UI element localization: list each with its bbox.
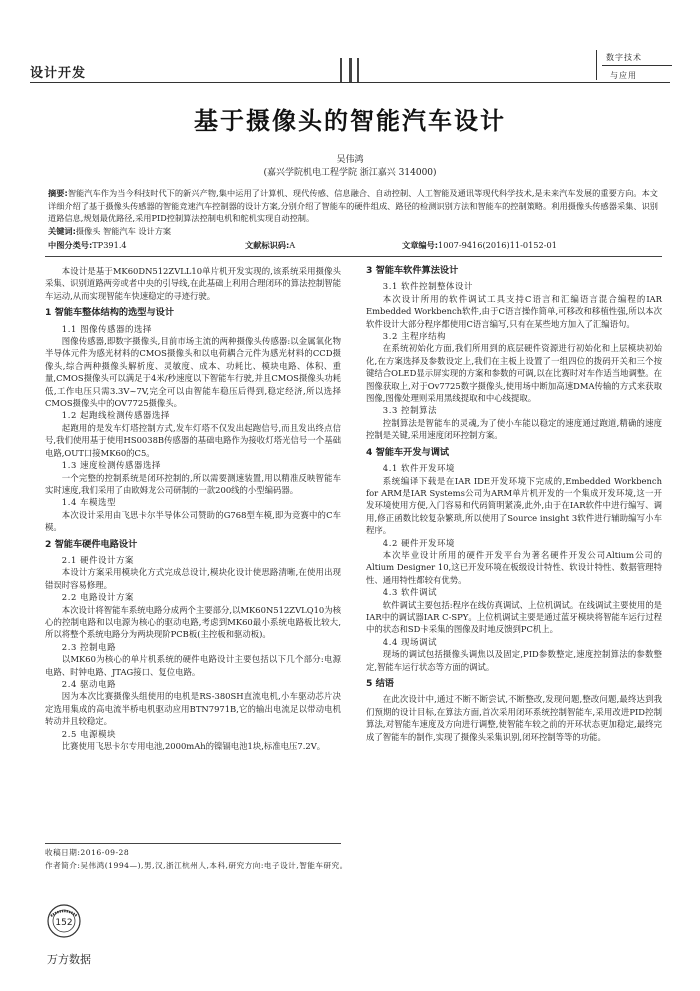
article-number — [402, 240, 557, 251]
paragraph: 控制算法是智能车的灵魂,为了使小车能以稳定的速度通过跑道,精确的速度控制是关键,采用速度闭环控制方案。 — [366, 417, 662, 441]
subsection-heading: 2.1 硬件设计方案 — [61, 554, 135, 565]
paragraph: 比赛使用飞思卡尔专用电池,2000mAh的镍镉电池1块,标准电压7.2V。 — [61, 741, 326, 752]
section-heading: 2 智能车硬件电路设计 — [45, 538, 138, 550]
paragraph: 因为本次比赛摄像头组使用的电机是RS-380SH直流电机,小车驱动芯片决定选用集成的高电流半桥电机驱动应用BTN7971B,它的输出电流足以带动电机转动并且较稳定。 — [45, 691, 341, 727]
subsection-heading: 3.2 主程序结构 — [382, 331, 447, 342]
subsection-heading: 1.4 车模选型 — [61, 497, 117, 508]
document-code — [245, 240, 295, 251]
section-label: 设计开发 — [30, 66, 87, 81]
article-title: 基于摄像头的智能汽车设计 — [194, 106, 506, 135]
paragraph: 本次设计将智能车系统电路分成两个主要部分,以MK60N512ZVLQ10为核心的控制电路和以电源为核心的驱动电路,考虑到MK60最小系统电路板比较大,所以将整个系统电路分为两块现阶PCB板(主控板和驱动板)。 — [45, 604, 341, 640]
clc-value: TP391.4 — [92, 240, 127, 250]
subsection-heading: 4.2 硬件开发环境 — [382, 537, 456, 548]
doc-label: 文献标识码: — [245, 240, 290, 250]
header-bars-decoration — [340, 58, 366, 82]
footnote-rule — [45, 843, 341, 844]
subsection-heading: 4.3 软件调试 — [382, 587, 438, 598]
section-heading: 5 结语 — [366, 678, 394, 689]
paragraph: 图像传感器,即数字摄像头,目前市场主流的两种摄像头传感器:以金属氧化物半导体元件为感光材料的CMOS摄像头和以电荷耦合元件为感光材料的CCD摄像头,综合两种摄像头解析度、灵敏度、成本、功耗比、模块电路、体积、重量,CMOS摄像头可以满足于4米/秒速度以下智能车行驶,并且CMOS摄像头功耗低,工作电压只需3.3V~7V,完全可以由智能车稳压后得到,稳定经济,所以选择CMOS摄像头中的OV7725摄像头。 — [45, 336, 341, 409]
author-bio: 作者简介:吴伟鸿(1994—),男,汉,浙江杭州人,本科,研究方向:电子设计,智能车研究。 — [45, 861, 348, 870]
subsection-heading: 1.1 图像传感器的选择 — [61, 323, 152, 334]
paragraph: 在系统初始化方面,我们所用到的底层硬件资源进行初始化和上层模块初始化,在方案选择及参数设定上,我们在主板上设置了一组四位的拨码开关和三个按键结合OLED显示屏实现的方案和参数的可调,以在比赛时对车作适当地调整。在图像获取上,对于Ov7725数字摄像头,使用场中断加高速DMA传输的方式来获取图像,图像处理则采用黑线提取和中心线提取。 — [366, 343, 662, 404]
article-value: 1007-9416(2016)11-0152-01 — [438, 240, 557, 250]
keywords — [48, 226, 171, 237]
subsection-heading: 1.2 起跑线检测传感器选择 — [61, 410, 170, 421]
journal-seal — [47, 904, 81, 938]
clc-label: 中图分类号: — [48, 240, 93, 250]
subsection-heading: 1.3 速度检测传感器选择 — [61, 460, 161, 471]
page-number: 152 — [55, 918, 73, 928]
subsection-heading: 4.1 软件开发环境 — [382, 463, 456, 474]
left-column — [45, 265, 341, 752]
paragraph: 以MK60为核心的单片机系统的硬件电路设计主要包括以下几个部分:电源电路、时钟电路、JTAG接口、复位电路。 — [45, 654, 341, 677]
subsection-heading: 3.3 控制算法 — [382, 405, 438, 416]
subsection-heading: 2.2 电路设计方案 — [61, 592, 135, 603]
paragraph: 起跑用的是发车灯塔控制方式,发车灯塔不仅发出起跑信号,而且发出终点信号,我们使用基于使用HS0038B传感器的基础电路作为接收灯塔光信号一个基础电路,OUT口接MK60的C5。 — [45, 422, 341, 458]
doc-value: A — [289, 240, 296, 250]
intro-paragraph: 本设计是基于MK60DN512ZVLL10单片机开发实现的,该系统采用摄像头采集、识别道路两旁或者中央的引导线,在此基础上利用合理闭环的算法控制智能车运动,从而实现智能车快速稳定的寻迹行驶。 — [45, 266, 341, 301]
paragraph: 本次设计所用的软件调试工具支持C语言和汇编语言混合编程的IAR Embedded Workbench软件,由于C语言操作简单,可移改和移植性强,所以本次软件设计大部分程序都使用C语言编写,只有在某些地方加入了汇编语句。 — [366, 293, 662, 329]
section-heading: 4 智能车开发与调试 — [366, 446, 450, 458]
author: 吴伟鸿 — [336, 155, 364, 165]
paragraph: 在此次设计中,通过不断不断尝试,不断整改,发现问题,整改问题,最终达到我们预期的设计目标,在算法方面,首次采用闭环系统控制智能车,采用改进PID控制算法,对智能车速度及方向进行调整,使智能车较之前的开环状态更加稳定,最终完成了智能车的制作,实现了摄像头采集识别,闭环控制等等的功能。 — [366, 694, 662, 742]
paragraph: 本设计方案采用模块化方式完成总设计,模块化设计使思路清晰,在使用出现错误时容易修理。 — [45, 567, 341, 590]
subsection-heading: 2.4 驱动电路 — [61, 679, 117, 689]
keywords-text: 摄像头 智能汽车 设计方案 — [75, 226, 172, 236]
paragraph: 一个完整的控制系统是闭环控制的,所以需要测速装置,用以精准反映智能车实时速度,我们采用了由欧姆龙公司研制的一款200线的小型编码器。 — [45, 472, 341, 495]
subsection-heading: 3.1 软件控制整体设计 — [382, 281, 473, 292]
abstract-rule — [45, 256, 662, 257]
journal-logo — [596, 50, 676, 82]
abstract-label: 摘要: — [48, 188, 68, 198]
affiliation: (嘉兴学院机电工程学院 浙江嘉兴 314000) — [263, 168, 437, 178]
paragraph: 现场的调试包括摄像头调焦以及固定,PID参数整定,速度控制算法的参数整定,智能车运行状态等方面的调试。 — [366, 649, 662, 672]
subsection-heading: 4.4 现场调试 — [382, 636, 438, 647]
paragraph: 系统编译下载是在IAR IDE开发环境下完成的,Embedded Workbench for ARM是IAR Systems公司为ARM单片机开发的一个集成开发环境,这一开发环境使用方便,入门容易和代码简明紧凑,此外,由于在IAR软件中进行编写、调用,修正函数比较复杂繁琐,所以使用了Source insight 3软件进行辅助编写小车程序。 — [366, 475, 662, 536]
paragraph: 本次毕业设计所用的硬件开发平台为著名硬件开发公司Altium公司的Altium Designer 10,这已开发环境在板级设计特性、软设计特性、数据管理特性、通用特性都较有优势。 — [366, 549, 662, 585]
database-brand: 万方数据 — [47, 953, 91, 966]
clc-number — [48, 240, 127, 251]
keywords-label: 关键词: — [48, 226, 76, 236]
abstract-text: 智能汽车作为当今科技时代下的新兴产物,集中运用了计算机、现代传感、信息融合、自动控制、人工智能及通讯等现代科学技术,是未来汽车发展的重要方向。本文详细介绍了基于摄像头传感器的智能竞速汽车控制器的设计方案,分别介绍了智能车的硬件组成、路径的检测识别方法和智能车的控制策略。利用摄像头传感器采集、识别道路信息,规划最优路径,采用PID控制算法控制电机和舵机实现自动控制。 — [48, 188, 658, 223]
subsection-heading: 2.3 控制电路 — [61, 641, 117, 652]
journal-logo-line2: 与应用 — [610, 71, 637, 80]
section-heading: 1 智能车整体结构的选型与设计 — [45, 307, 175, 319]
received-date: 收稿日期:2016-09-28 — [45, 848, 130, 857]
abstract — [48, 187, 658, 225]
header-rule — [30, 82, 670, 83]
paragraph: 本次设计采用由飞思卡尔半导体公司赞助的G768型车模,即为竞赛中的C车模。 — [45, 509, 341, 533]
journal-logo-line1: 数字技术 — [606, 53, 642, 62]
section-heading: 3 智能车软件算法设计 — [366, 265, 459, 276]
paragraph: 软件调试主要包括:程序在线仿真调试、上位机调试。在线调试主要使用的是IAR中的调试器IAR C-SPY。上位机调试主要是通过蓝牙模块将智能车运行过程中的状态和SD卡采集的图像及时地反馈到PC机上。 — [366, 599, 662, 635]
subsection-heading: 2.5 电源模块 — [61, 728, 117, 739]
article-label: 文章编号: — [402, 240, 439, 250]
right-column — [366, 265, 662, 743]
